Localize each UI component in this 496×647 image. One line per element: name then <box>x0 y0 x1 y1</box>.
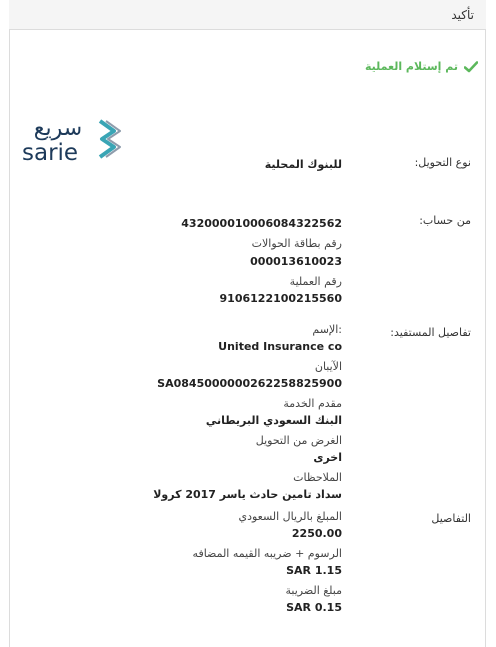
transfer-type-value: للبنوك المحلية <box>264 158 342 171</box>
transfer-type-label: نوع التحويل: <box>414 156 471 169</box>
panel-title: تأكيد <box>451 8 474 22</box>
success-message <box>365 60 478 73</box>
beneficiary-name: United Insurance co <box>218 340 342 353</box>
iban-label: الآيبان <box>314 360 342 373</box>
from-account-number: 432000010006084322562 <box>181 217 342 230</box>
card-number: 000013610023 <box>250 255 342 268</box>
check-icon <box>464 61 478 73</box>
iban-value: SA0845000000262258825900 <box>157 377 342 390</box>
tax-value: SAR 0.15 <box>286 601 342 614</box>
purpose-label: الغرض من التحويل <box>255 434 342 447</box>
provider-label: مقدم الخدمة <box>283 397 342 410</box>
amount-label: المبلغ بالريال السعودي <box>238 510 342 523</box>
notes-label: الملاحظات <box>293 471 342 484</box>
success-text: تم إستلام العملية <box>364 60 458 73</box>
provider-value: البنك السعودي البريطاني <box>205 414 342 427</box>
sarie-logo <box>22 113 122 163</box>
reference-label: رقم العملية <box>289 275 342 288</box>
card-number-label: رقم بطاقة الحوالات <box>251 237 342 250</box>
logo-latin: sarie <box>22 140 79 163</box>
panel-header <box>9 0 486 30</box>
reference-number: 9106122100215560 <box>219 292 342 305</box>
beneficiary-name-label: الإسم: <box>312 323 342 336</box>
from-account-label: من حساب: <box>419 214 471 227</box>
notes-value: سداد تامين حادث ياسر 2017 كرولا <box>153 488 342 501</box>
details-label: التفاصيل <box>431 512 471 525</box>
purpose-value: اخرى <box>313 451 342 464</box>
fees-label: الرسوم + ضريبه القيمه المضافه <box>192 547 342 560</box>
tax-label: مبلغ الضريبة <box>285 584 342 597</box>
beneficiary-label: تفاصيل المستفيد: <box>390 326 471 339</box>
fees-value: SAR 1.15 <box>286 564 342 577</box>
amount-value: 2250.00 <box>291 527 342 540</box>
logo-arabic: سريع <box>33 116 83 141</box>
